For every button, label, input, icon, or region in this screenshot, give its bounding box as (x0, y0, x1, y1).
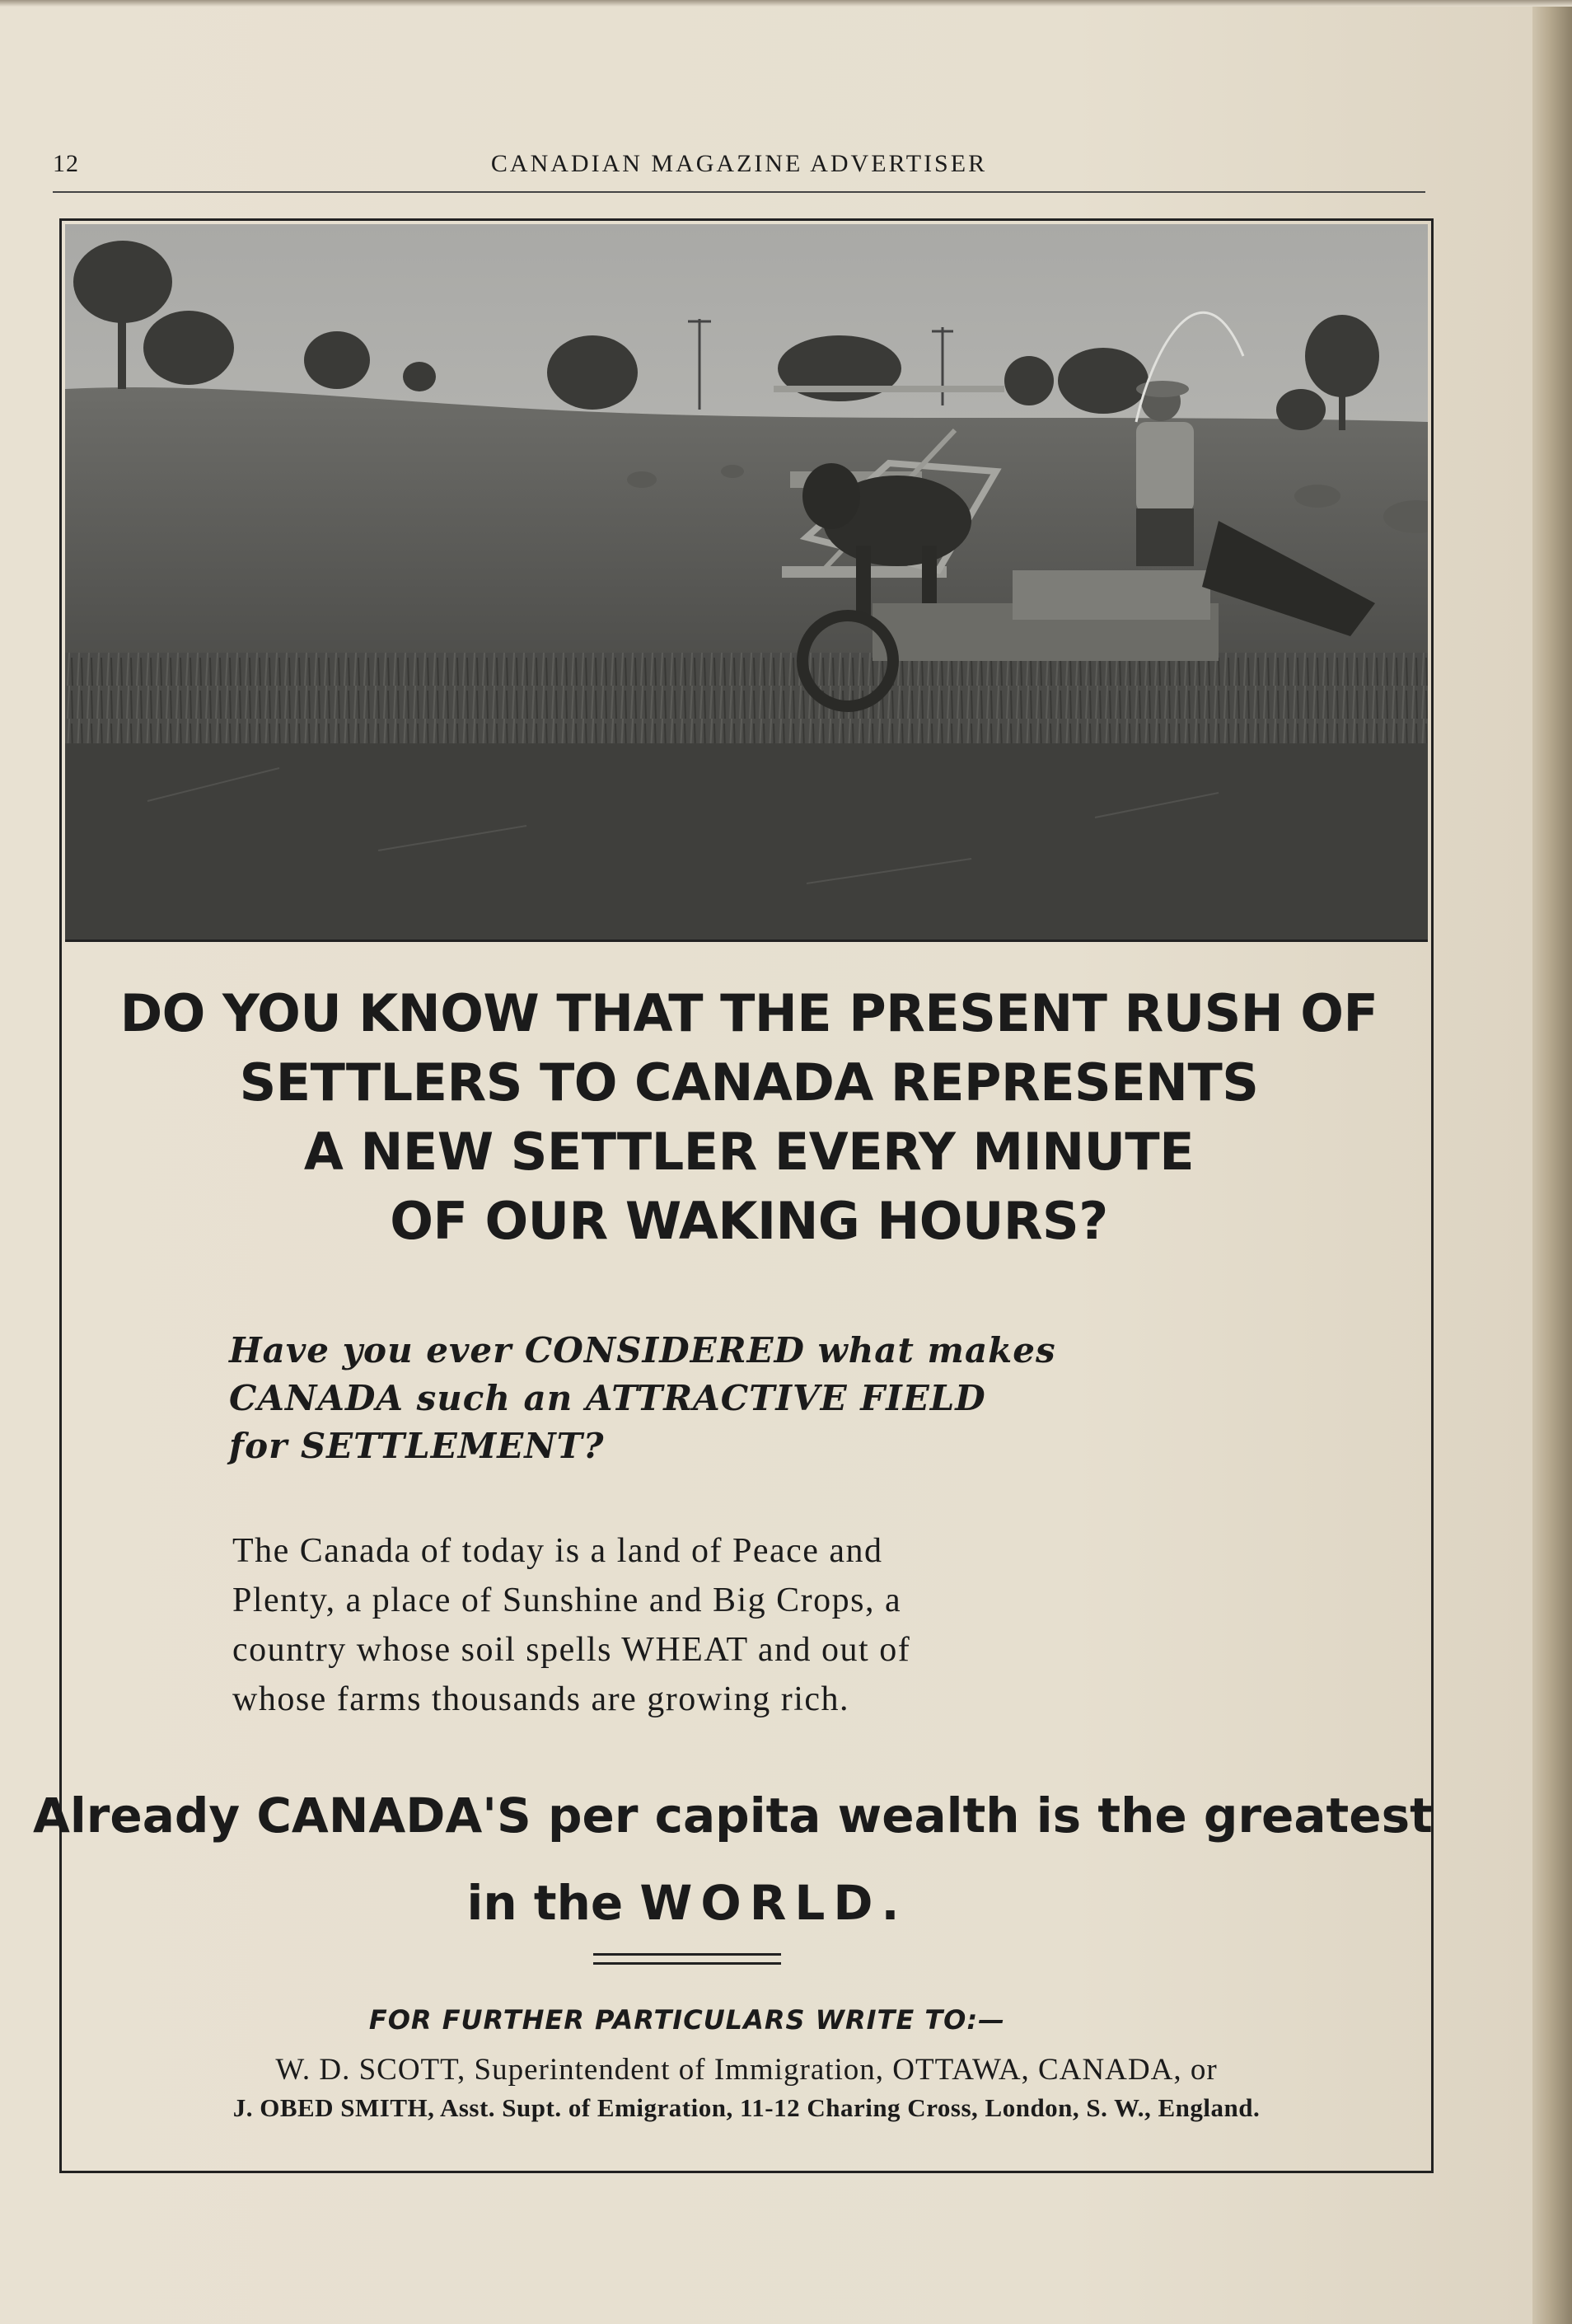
contact-line-smith: J. OBED SMITH, Asst. Supt. of Emigration, 11-12 Charing Cross, London, S. W., England. (232, 2093, 1261, 2122)
world-word: WORLD. (639, 1875, 908, 1931)
page-header (53, 145, 1425, 193)
page-number: 12 (53, 150, 79, 177)
description-line: The Canada of today is a land of Peace and (232, 1532, 883, 1570)
description-line: Plenty, a place of Sunshine and Big Crops, a (232, 1581, 902, 1619)
harvest-field-photo-icon (65, 224, 1428, 942)
top-shadow (0, 0, 1572, 7)
headline-line: SETTLERS TO CANADA REPRESENTS (239, 1052, 1259, 1113)
headline-line: OF OUR WAKING HOURS? (390, 1191, 1108, 1251)
question-line: for SETTLEMENT? (229, 1426, 605, 1466)
headline-line: A NEW SETTLER EVERY MINUTE (303, 1122, 1195, 1182)
running-title: CANADIAN MAGAZINE ADVERTISER (490, 150, 988, 177)
question-line: CANADA such an ATTRACTIVE FIELD (229, 1378, 986, 1418)
double-rule-divider (593, 1953, 781, 1965)
headline (95, 979, 1403, 1256)
question-line: Have you ever CONSIDERED what makes (229, 1330, 1056, 1371)
wealth-statement (33, 1772, 1433, 1947)
contact-line-scott: W. D. SCOTT, Superintendent of Immigration, OTTAWA, CANADA, or (275, 2053, 1218, 2087)
headline-line: DO YOU KNOW THAT THE PRESENT RUSH OF (119, 983, 1378, 1043)
page-edge (1532, 0, 1572, 2324)
description-line: whose farms thousands are growing rich. (232, 1680, 849, 1718)
question-paragraph (229, 1327, 1218, 1470)
description-paragraph (232, 1526, 1213, 1724)
description-line: country whose soil spells WHEAT and out of (232, 1631, 911, 1669)
wealth-line-2-prefix: in the (466, 1875, 624, 1931)
wealth-line-1: Already CANADA'S per capita wealth is the greatest (33, 1788, 1433, 1844)
contact-heading: FOR FURTHER PARTICULARS WRITE TO:— (368, 2004, 1006, 2036)
wealth-line-2 (33, 1859, 1341, 1947)
